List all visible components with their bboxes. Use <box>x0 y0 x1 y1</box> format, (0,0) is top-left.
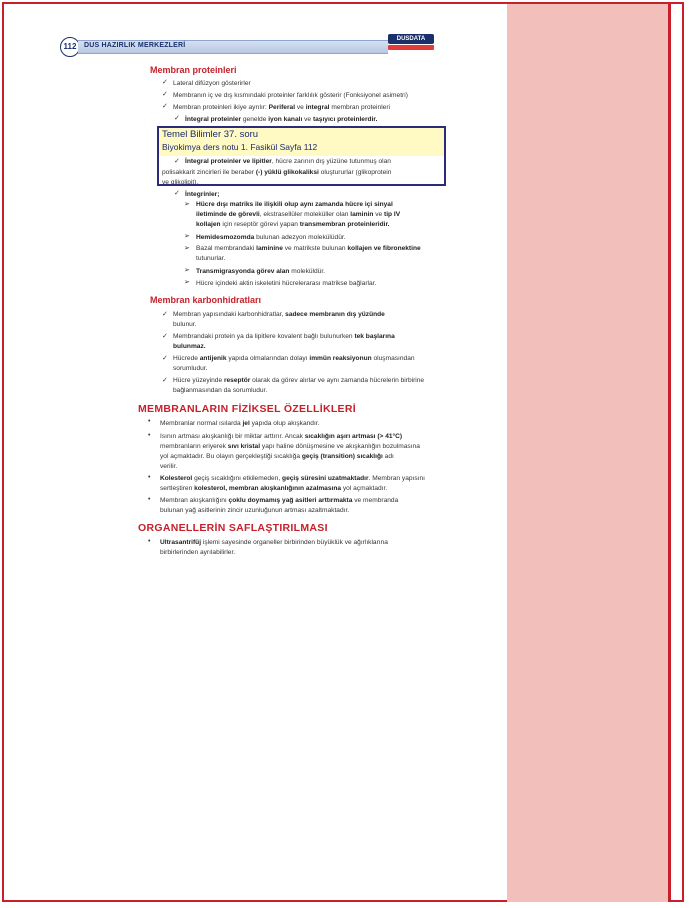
section-title-membran-karbonhidratlari: Membran karbonhidratları <box>150 295 262 305</box>
list-item: Membran yapısındaki karbonhidratlar, sadece membranın dış yüzünde <box>173 311 385 318</box>
list-item-continued: bulunur. <box>173 321 197 328</box>
bullet-icon: • <box>148 432 151 439</box>
right-border-line <box>668 4 671 902</box>
check-icon: ✓ <box>174 190 180 197</box>
sub-item-continued: tutunurlar. <box>196 255 226 262</box>
sub-item: Hücre dışı matriks ile ilişkili olup aynı zamanda hücre içi sinyal <box>196 201 393 208</box>
check-icon: ✓ <box>162 311 168 318</box>
list-item-continued: polisakkarit zincirleri ile beraber (-) yüklü glikokaliksi oluştururlar (glikoprotein <box>162 169 392 176</box>
list-item: Lateral difüzyon gösterirler <box>173 80 251 87</box>
list-item-continued: bulunmaz. <box>173 343 206 350</box>
list-item-continued: bulunan yağ asitlerinin zincir uzunluğunun artması azaltmaktadır. <box>160 507 350 514</box>
section-title-organeller: ORGANELLERİN SAFLAŞTIRILMASI <box>138 522 328 534</box>
list-item: Hücrede antijenik yapıda olmalarından dolayı immün reaksiyonun oluşmasından <box>173 355 415 362</box>
list-item: İntegrinler; <box>185 191 220 198</box>
arrow-icon: ➢ <box>184 201 190 208</box>
list-item-continued: verilir. <box>160 463 178 470</box>
arrow-icon: ➢ <box>184 233 190 240</box>
check-icon: ✓ <box>162 103 168 110</box>
section-title-fiziksel-ozellikler: MEMBRANLARIN FİZİKSEL ÖZELLİKLERİ <box>138 403 356 415</box>
bullet-icon: • <box>148 474 151 481</box>
bullet-icon: • <box>148 538 151 545</box>
list-item-continued: bağlanmasından da sorumludur. <box>173 387 268 394</box>
check-icon: ✓ <box>162 377 168 384</box>
check-icon: ✓ <box>162 333 168 340</box>
logo-text: DUSDATA <box>388 34 434 44</box>
note-line-1: Temel Bilimler 37. soru <box>162 129 259 140</box>
list-item-continued: sertleştiren kolesterol, membran akışkanlığının azalmasına yol açmaktadır. <box>160 485 388 492</box>
list-item: İntegral proteinler genelde iyon kanalı ve taşıyıcı proteinlerdir. <box>185 116 378 123</box>
list-item-continued: yol açmaktadır. Bu olayın gerçekleştiği sıcaklığa geçiş (transition) sıcaklığı adı <box>160 453 394 460</box>
arrow-icon: ➢ <box>184 279 190 286</box>
bullet-icon: • <box>148 496 151 503</box>
sub-item-continued: kollajen için reseptör görevi yapan transmembran proteinleridir. <box>196 221 390 228</box>
page-number-badge: 112 <box>60 37 80 57</box>
logo-stripe <box>388 45 434 50</box>
list-item: Hücre yüzeyinde reseptör olarak da görev alırlar ve aynı zamanda hücrelerin birbirine <box>173 377 425 384</box>
list-item: Membrandaki protein ya da lipitlere kovalent bağlı bulunurken tek başlarına <box>173 333 395 340</box>
sub-item: Transmigrasyonda görev alan moleküldür. <box>196 268 326 275</box>
check-icon: ✓ <box>162 79 168 86</box>
sub-item: Bazal membrandaki laminine ve matrikste bulunan kollajen ve fibronektine <box>196 245 421 252</box>
sub-item: Hemidesmozomda bulunan adezyon molekülüdür. <box>196 234 346 241</box>
arrow-icon: ➢ <box>184 267 190 274</box>
list-item-continued: birbirlerinden ayrılabilirler. <box>160 549 236 556</box>
header-title: DUS HAZIRLIK MERKEZLERİ <box>84 42 186 49</box>
bullet-icon: • <box>148 418 151 425</box>
list-item-continued: sorumludur. <box>173 365 208 372</box>
list-item-continued: ve glikolipit). <box>162 179 199 186</box>
list-item: Ultrasantrifüj işlemi sayesinde organeller birbirinden büyüklük ve ağırlıklarına <box>160 539 388 546</box>
dusdata-logo <box>388 34 434 52</box>
check-icon: ✓ <box>162 91 168 98</box>
list-item: Kolesterol geçiş sıcaklığını etkilemeden, geçiş süresini uzatmaktadır. Membran yapısını <box>160 475 425 482</box>
list-item: Membranlar normal ısılarda jel yapıda olup akışkandır. <box>160 420 320 427</box>
section-title-membran-proteinleri: Membran proteinleri <box>150 65 237 75</box>
list-item: Membran akışkanlığını çoklu doymamış yağ asitleri arttırmakta ve membranda <box>160 497 399 504</box>
check-icon: ✓ <box>174 158 180 165</box>
note-line-2: Biyokimya ders notu 1. Fasikül Sayfa 112 <box>162 142 318 152</box>
sub-item-continued: iletiminde de görevli, ekstrasellüler moleküller olan laminin ve tip IV <box>196 211 401 218</box>
right-margin-panel <box>507 4 669 902</box>
list-item: Membranın iç ve dış kısmındaki proteinler farklılık gösterir (Fonksiyonel asimetri) <box>173 92 408 99</box>
arrow-icon: ➢ <box>184 245 190 252</box>
check-icon: ✓ <box>174 115 180 122</box>
list-item: İntegral proteinler ve lipitler, hücre zarının dış yüzüne tutunmuş olan <box>185 158 391 165</box>
list-item-continued: membranların eriyerek sıvı kristal yapı haline dönüşmesine ve akışkanlığın bozulmasına <box>160 443 420 450</box>
list-item: Membran proteinleri ikiye ayrılır: Periferal ve integral membran proteinleri <box>173 104 390 111</box>
check-icon: ✓ <box>162 355 168 362</box>
list-item: Isının artması akışkanlığı bir miktar arttırır. Ancak sıcaklığın aşırı artması (> 41°C) <box>160 433 403 440</box>
sub-item: Hücre içindeki aktin iskeletini hücrelerarası matrikse bağlarlar. <box>196 280 377 287</box>
